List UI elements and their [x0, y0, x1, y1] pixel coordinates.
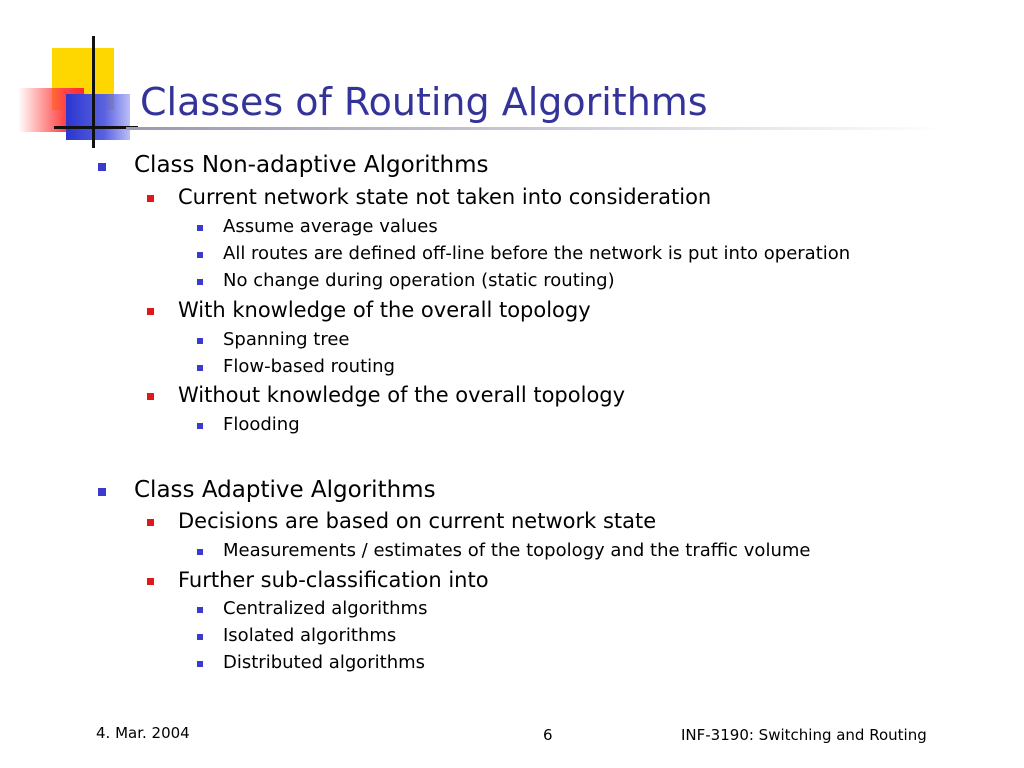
- bullet-text: No change during operation (static routing): [223, 270, 615, 291]
- bullet-text: Further sub-classification into: [178, 568, 489, 592]
- bullet-text: Measurements / estimates of the topology and the traffic volume: [223, 540, 811, 561]
- bullet-item-level3: [223, 243, 850, 264]
- bullet-item-level3: [223, 414, 300, 435]
- bullet-marker-icon: [197, 338, 203, 344]
- bullet-item-level1: [134, 152, 488, 178]
- bullet-text: Class Adaptive Algorithms: [134, 477, 436, 503]
- bullet-marker-icon: [147, 195, 154, 202]
- bullet-marker-icon: [98, 163, 106, 171]
- bullet-item-level2: [178, 509, 656, 533]
- footer-page-number: 6: [543, 726, 553, 744]
- bullet-item-level3: [223, 625, 396, 646]
- bullet-item-level2: [178, 383, 625, 407]
- bullet-text: Spanning tree: [223, 329, 350, 350]
- bullet-marker-icon: [197, 365, 203, 371]
- bullet-item-level1: [134, 477, 436, 503]
- bullet-item-level3: [223, 216, 438, 237]
- bullet-marker-icon: [147, 519, 154, 526]
- bullet-item-level2: [178, 298, 591, 322]
- bullet-text: Flow-based routing: [223, 356, 395, 377]
- bullet-text: Class Non-adaptive Algorithms: [134, 152, 489, 178]
- bullet-item-level3: [223, 598, 427, 619]
- bullet-marker-icon: [197, 252, 203, 258]
- bullet-item-level3: [223, 270, 615, 291]
- bullet-marker-icon: [147, 393, 154, 400]
- bullet-marker-icon: [147, 308, 154, 315]
- bullet-text: Isolated algorithms: [223, 625, 397, 646]
- bullet-item-level3: [223, 329, 349, 350]
- bullet-item-level2: [178, 568, 489, 592]
- bullet-text: With knowledge of the overall topology: [178, 298, 591, 322]
- bullet-marker-icon: [197, 423, 203, 429]
- bullet-marker-icon: [98, 488, 106, 496]
- bullet-text: Centralized algorithms: [223, 598, 428, 619]
- bullet-marker-icon: [197, 549, 203, 555]
- bullet-marker-icon: [197, 634, 203, 640]
- bullet-item-level3: [223, 356, 395, 377]
- footer-course: INF-3190: Switching and Routing: [681, 726, 927, 744]
- bullet-item-level3: [223, 652, 425, 673]
- bullet-text: Without knowledge of the overall topology: [178, 383, 626, 407]
- bullet-item-level2: [178, 185, 711, 209]
- bullet-text: Decisions are based on current network state: [178, 509, 657, 533]
- footer-date: 4. Mar. 2004: [96, 724, 190, 742]
- bullet-text: Flooding: [223, 414, 300, 435]
- bullet-text: Current network state not taken into consideration: [178, 185, 712, 209]
- bullet-marker-icon: [147, 578, 154, 585]
- bullet-item-level3: [223, 540, 810, 561]
- bullet-marker-icon: [197, 607, 203, 613]
- bullet-marker-icon: [197, 279, 203, 285]
- bullet-text: All routes are defined off-line before the network is put into operation: [223, 243, 851, 264]
- bullet-marker-icon: [197, 225, 203, 231]
- bullet-text: Distributed algorithms: [223, 652, 426, 673]
- slide-title: Classes of Routing Algorithms: [140, 80, 708, 124]
- bullet-marker-icon: [197, 661, 203, 667]
- bullet-text: Assume average values: [223, 216, 438, 237]
